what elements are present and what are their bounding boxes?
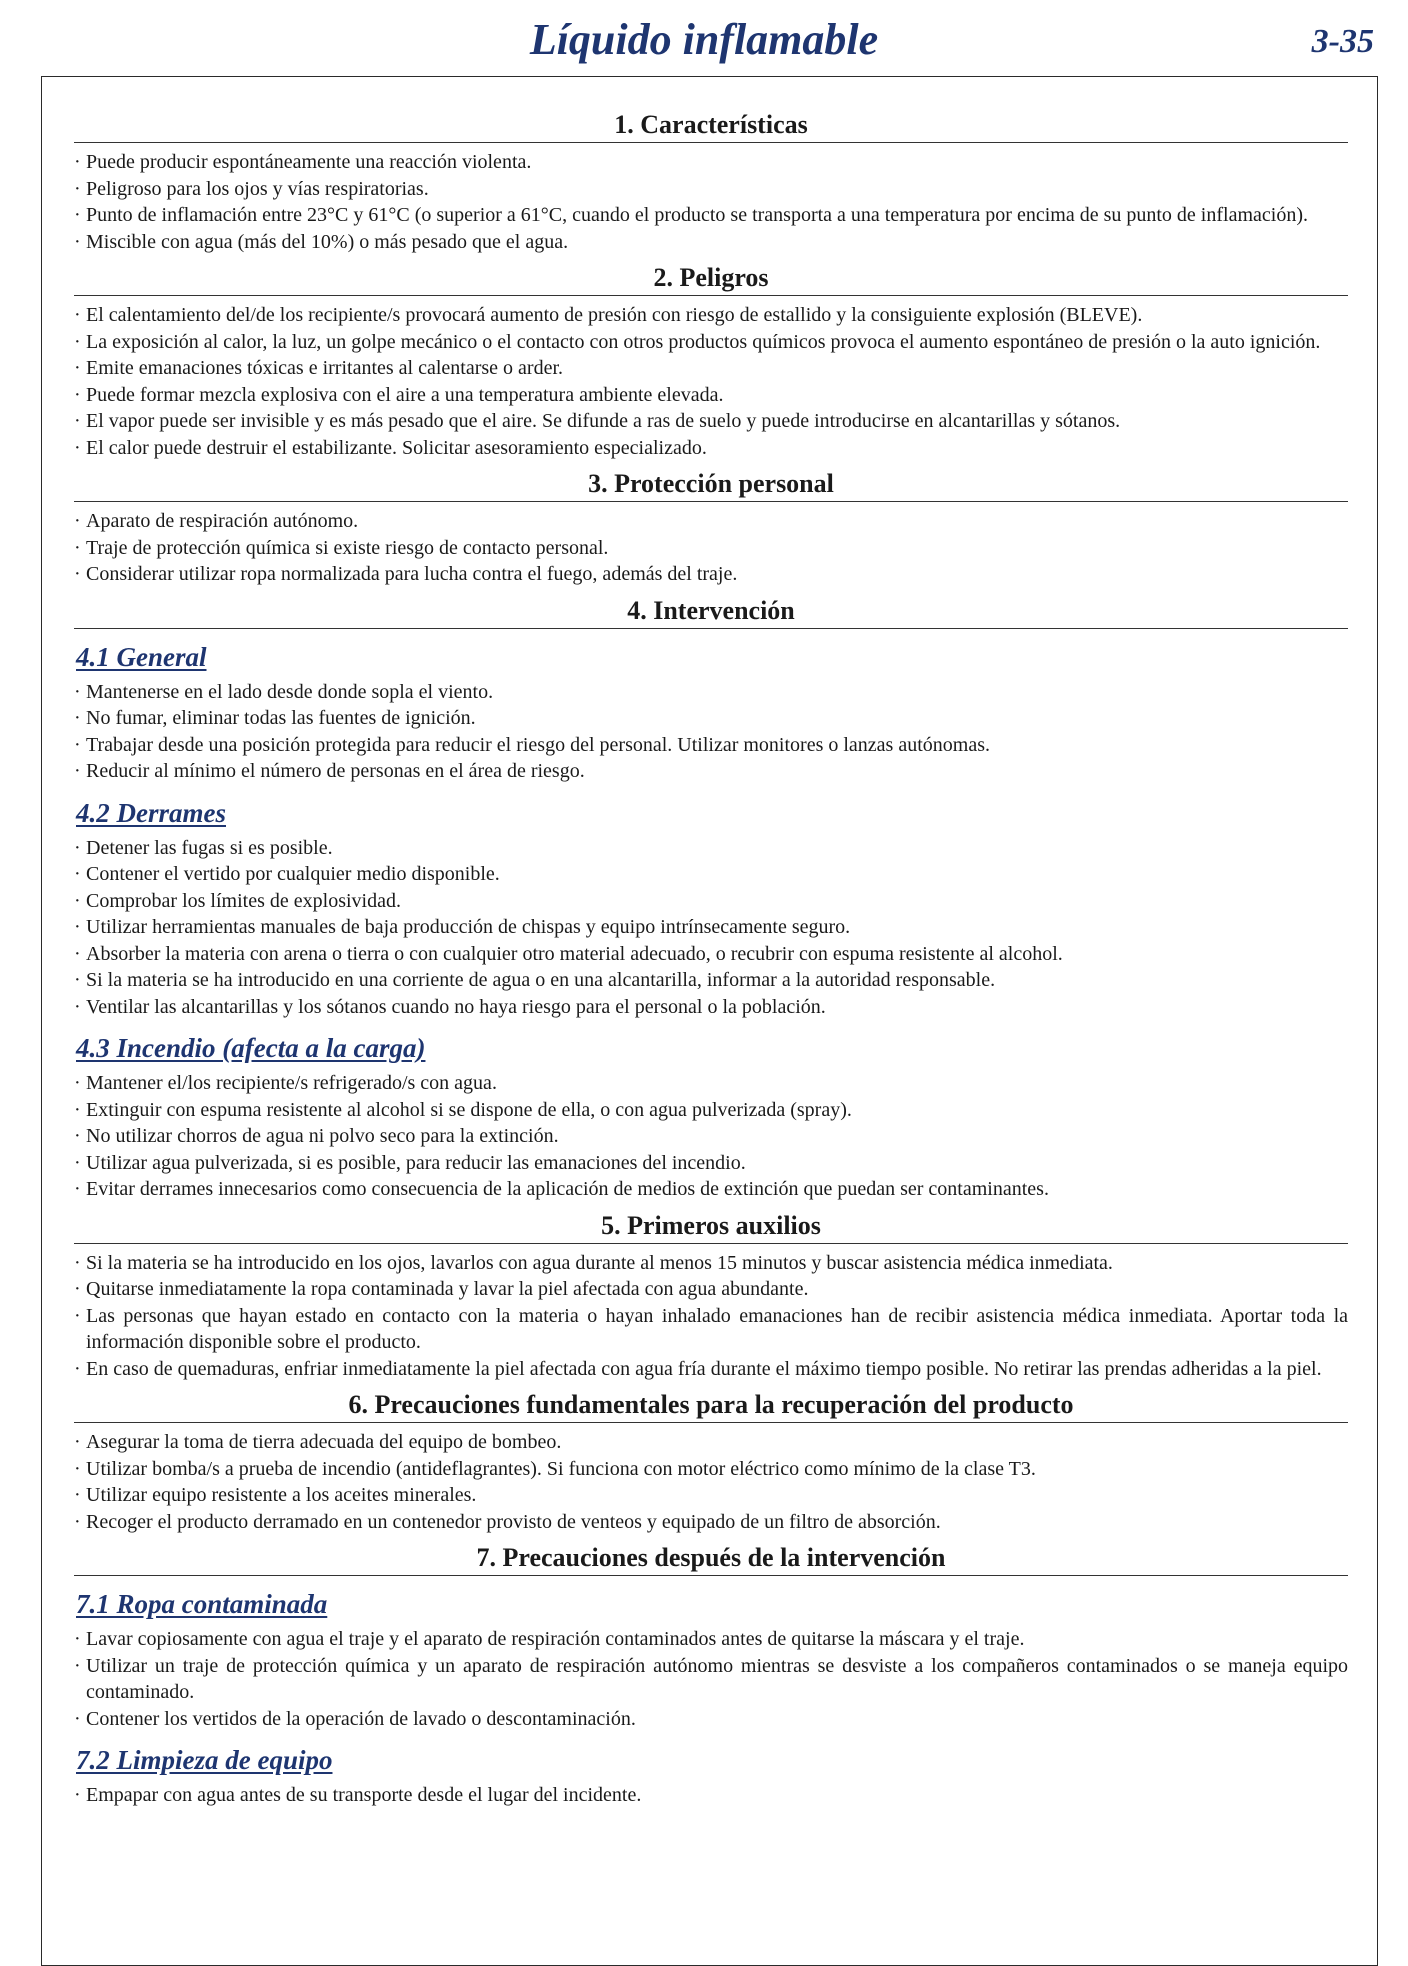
section — [74, 1209, 1348, 1383]
section — [74, 594, 1348, 1203]
list-item: · La exposición al calor, la luz, un golpe mecánico o el contacto con otros productos químicos provoca el aumento espontáneo de presión o la auto ignición. — [74, 329, 1348, 356]
subsection-title: 4.3 Incendio (afecta a la carga) — [76, 1033, 426, 1063]
section — [74, 467, 1348, 588]
subsection-title: 4.1 General — [76, 641, 207, 672]
section — [74, 261, 1348, 461]
list-item: · Si la materia se ha introducido en una corriente de agua o en una alcantarilla, informar a la autoridad responsable. — [74, 967, 1348, 994]
list-item: · Punto de inflamación entre 23°C y 61°C (o superior a 61°C, cuando el producto se transporta a una temperatura por encima de su punto de inflamación). — [74, 202, 1348, 229]
section — [74, 1388, 1348, 1535]
list-item: · Utilizar agua pulverizada, si es posible, para reducir las emanaciones del incendio. — [74, 1150, 1348, 1177]
bullet-list — [74, 1429, 1348, 1535]
list-item: · Utilizar bomba/s a prueba de incendio (antideflagrantes). Si funciona con motor eléctrico como mínimo de la clase T3. — [74, 1456, 1348, 1483]
list-item: · Miscible con agua (más del 10%) o más pesado que el agua. — [74, 229, 1348, 256]
bullet-list — [74, 508, 1348, 588]
list-item: · El vapor puede ser invisible y es más pesado que el aire. Se difunde a ras de suelo y puede introducirse en alcantarillas y sótanos. — [74, 408, 1348, 435]
bullet-list — [74, 835, 1348, 1021]
list-item: · Comprobar los límites de explosividad. — [74, 888, 1348, 915]
section-title: 2. Peligros — [74, 261, 1348, 296]
list-item: · En caso de quemaduras, enfriar inmediatamente la piel afectada con agua fría durante el máximo tiempo posible. No retirar las prendas adheridas a la piel. — [74, 1356, 1348, 1383]
list-item: · Las personas que hayan estado en contacto con la materia o hayan inhalado emanaciones han de recibir asistencia médica inmediata. Aportar toda la información disponible sobre el producto. — [74, 1303, 1348, 1356]
subsection-title: 7.1 Ropa contaminada — [76, 1589, 328, 1619]
subsection-title: 7.2 Limpieza de equipo — [76, 1745, 333, 1775]
section-title: 7. Precauciones después de la intervención — [74, 1541, 1348, 1576]
list-item: · Utilizar equipo resistente a los aceites minerales. — [74, 1482, 1348, 1509]
list-item: · Utilizar herramientas manuales de baja producción de chispas y equipo intrínsecamente seguro. — [74, 914, 1348, 941]
subsection-title: 4.2 Derrames — [76, 797, 226, 828]
list-item: · Puede formar mezcla explosiva con el aire a una temperatura ambiente elevada. — [74, 382, 1348, 409]
list-item: · Lavar copiosamente con agua el traje y el aparato de respiración contaminados antes de quitarse la máscara y el traje. — [74, 1626, 1348, 1653]
list-item: · Extinguir con espuma resistente al alcohol si se dispone de ella, o con agua pulverizada (spray). — [74, 1097, 1348, 1124]
list-item: · Si la materia se ha introducido en los ojos, lavarlos con agua durante al menos 15 minutos y buscar asistencia médica inmediata. — [74, 1250, 1348, 1277]
list-item: · Contener los vertidos de la operación de lavado o descontaminación. — [74, 1706, 1348, 1733]
list-item: · Aparato de respiración autónomo. — [74, 508, 1348, 535]
bullet-list — [74, 1782, 1348, 1809]
list-item: · No utilizar chorros de agua ni polvo seco para la extinción. — [74, 1123, 1348, 1150]
list-item: · Asegurar la toma de tierra adecuada del equipo de bombeo. — [74, 1429, 1348, 1456]
bullet-list — [74, 1070, 1348, 1203]
list-item: · Recoger el producto derramado en un contenedor provisto de venteos y equipado de un filtro de absorción. — [74, 1509, 1348, 1536]
list-item: · Contener el vertido por cualquier medio disponible. — [74, 861, 1348, 888]
bullet-list — [74, 302, 1348, 461]
list-item: · Traje de protección química si existe riesgo de contacto personal. — [74, 535, 1348, 562]
section — [74, 1541, 1348, 1809]
list-item: · El calentamiento del/de los recipiente/s provocará aumento de presión con riesgo de estallido y la consiguiente explosión (BLEVE). — [74, 302, 1348, 329]
list-item: · El calor puede destruir el estabilizante. Solicitar asesoramiento especializado. — [74, 435, 1348, 462]
bullet-list — [74, 679, 1348, 785]
list-item: · Ventilar las alcantarillas y los sótanos cuando no haya riesgo para el personal o la población. — [74, 994, 1348, 1021]
list-item: · Peligroso para los ojos y vías respiratorias. — [74, 176, 1348, 203]
list-item: · Mantenerse en el lado desde donde sopla el viento. — [74, 679, 1348, 706]
page-title: Líquido inflamable — [529, 15, 879, 64]
list-item: · Empapar con agua antes de su transporte desde el lugar del incidente. — [74, 1782, 1348, 1809]
list-item: · Utilizar un traje de protección química y un aparato de respiración autónomo mientras se desviste a los compañeros contaminados o se maneja equipo contaminado. — [74, 1653, 1348, 1706]
list-item: · Reducir al mínimo el número de personas en el área de riesgo. — [74, 758, 1348, 785]
list-item: · No fumar, eliminar todas las fuentes de ignición. — [74, 705, 1348, 732]
section — [74, 108, 1348, 255]
list-item: · Absorber la materia con arena o tierra o con cualquier otro material adecuado, o recubrir con espuma resistente al alcohol. — [74, 941, 1348, 968]
section-title: 3. Protección personal — [74, 467, 1348, 502]
page-number: 3-35 — [1311, 23, 1374, 60]
section-title: 4. Intervención — [74, 594, 1348, 629]
list-item: · Puede producir espontáneamente una reacción violenta. — [74, 149, 1348, 176]
list-item: · Mantener el/los recipiente/s refrigerado/s con agua. — [74, 1070, 1348, 1097]
document-content — [74, 108, 1348, 1815]
list-item: · Emite emanaciones tóxicas e irritantes al calentarse o arder. — [74, 355, 1348, 382]
list-item: · Trabajar desde una posición protegida para reducir el riesgo del personal. Utilizar monitores o lanzas autónomas. — [74, 732, 1348, 759]
section-title: 1. Características — [74, 108, 1348, 143]
bullet-list — [74, 1250, 1348, 1383]
list-item: · Evitar derrames innecesarios como consecuencia de la aplicación de medios de extinción que puedan ser contaminantes. — [74, 1176, 1348, 1203]
bullet-list — [74, 1626, 1348, 1732]
list-item: · Considerar utilizar ropa normalizada para lucha contra el fuego, además del traje. — [74, 561, 1348, 588]
bullet-list — [74, 149, 1348, 255]
section-title: 6. Precauciones fundamentales para la recuperación del producto — [74, 1388, 1348, 1423]
list-item: · Quitarse inmediatamente la ropa contaminada y lavar la piel afectada con agua abundante. — [74, 1276, 1348, 1303]
list-item: · Detener las fugas si es posible. — [74, 835, 1348, 862]
section-title: 5. Primeros auxilios — [74, 1209, 1348, 1244]
